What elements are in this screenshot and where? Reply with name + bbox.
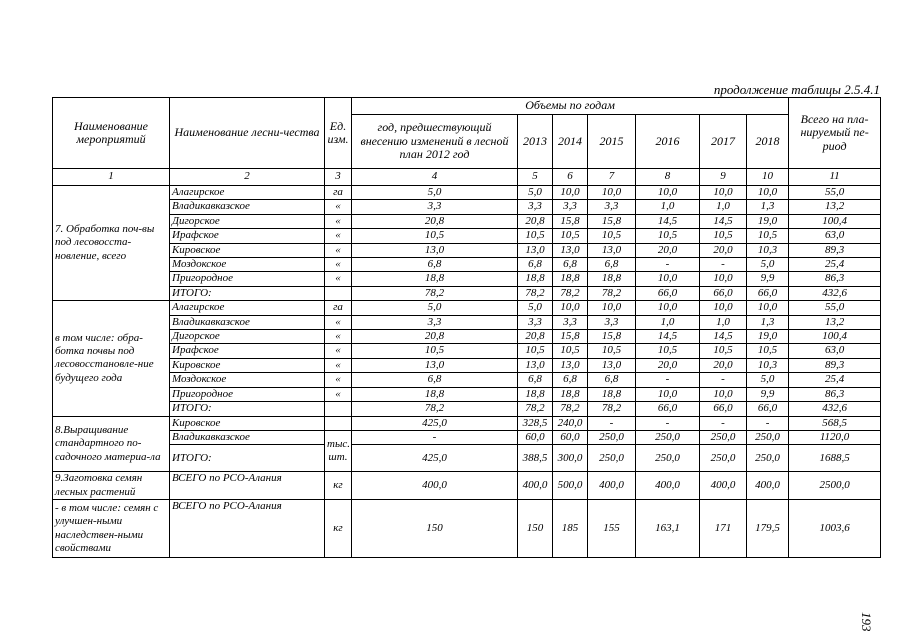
table-row <box>53 229 881 243</box>
value-cell: - <box>636 373 700 387</box>
value-cell: 78,2 <box>588 402 636 416</box>
value-cell: 10,5 <box>553 344 588 358</box>
value-cell: 10,5 <box>553 229 588 243</box>
unit-cell: « <box>325 214 352 228</box>
value-cell: 250,0 <box>747 445 789 472</box>
value-cell: 400,0 <box>747 472 789 500</box>
value-cell: 425,0 <box>352 445 518 472</box>
header-prev-year: год, предшествующий внесению изменений в лесной план 2012 год <box>352 115 518 169</box>
value-cell: 5,0 <box>518 186 553 200</box>
value-cell: 9,9 <box>747 387 789 401</box>
value-cell: 250,0 <box>747 430 789 444</box>
value-cell: 18,8 <box>588 272 636 286</box>
value-cell: 163,1 <box>636 500 700 558</box>
value-cell: 150 <box>352 500 518 558</box>
column-number: 5 <box>518 169 553 186</box>
table-row <box>53 358 881 372</box>
header-volumes: Объемы по годам <box>352 98 789 115</box>
table-row <box>53 387 881 401</box>
value-cell: 14,5 <box>636 214 700 228</box>
value-cell: 179,5 <box>747 500 789 558</box>
value-cell: 15,8 <box>553 330 588 344</box>
value-cell: 10,3 <box>747 243 789 257</box>
header-2016: 2016 <box>636 115 700 169</box>
value-cell: 60,0 <box>553 430 588 444</box>
value-cell: 10,0 <box>636 186 700 200</box>
unit-cell: « <box>325 258 352 272</box>
value-cell: 66,0 <box>636 402 700 416</box>
value-cell: 66,0 <box>747 402 789 416</box>
value-cell: 250,0 <box>700 445 747 472</box>
value-cell: 86,3 <box>789 387 881 401</box>
value-cell: 66,0 <box>636 286 700 300</box>
value-cell: 6,8 <box>352 258 518 272</box>
header-unit: Ед. изм. <box>325 98 352 169</box>
unit-cell: кг <box>325 472 352 500</box>
unit-cell: « <box>325 373 352 387</box>
unit-cell: « <box>325 272 352 286</box>
value-cell: 20,0 <box>700 243 747 257</box>
value-cell: 250,0 <box>636 445 700 472</box>
value-cell: 5,0 <box>352 186 518 200</box>
value-cell: 155 <box>588 500 636 558</box>
unit-cell: « <box>325 315 352 329</box>
value-cell: 6,8 <box>518 258 553 272</box>
value-cell: 9,9 <box>747 272 789 286</box>
value-cell: - <box>700 416 747 430</box>
value-cell: 432,6 <box>789 286 881 300</box>
column-number: 7 <box>588 169 636 186</box>
value-cell: 388,5 <box>518 445 553 472</box>
value-cell: 6,8 <box>553 258 588 272</box>
value-cell: 10,0 <box>700 272 747 286</box>
value-cell: 20,8 <box>518 330 553 344</box>
header-2013: 2013 <box>518 115 553 169</box>
value-cell: 55,0 <box>789 186 881 200</box>
value-cell: 19,0 <box>747 330 789 344</box>
header-2018: 2018 <box>747 115 789 169</box>
value-cell: 66,0 <box>700 402 747 416</box>
value-cell: 250,0 <box>588 445 636 472</box>
value-cell: 400,0 <box>352 472 518 500</box>
value-cell: 100,4 <box>789 214 881 228</box>
value-cell: 10,5 <box>747 344 789 358</box>
event-label: 9.Заготовка семян лесных растений <box>53 472 170 500</box>
value-cell: 20,8 <box>518 214 553 228</box>
value-cell: 400,0 <box>636 472 700 500</box>
value-cell: 10,0 <box>553 301 588 315</box>
value-cell: 1688,5 <box>789 445 881 472</box>
value-cell: 18,8 <box>518 272 553 286</box>
value-cell: 1,0 <box>700 315 747 329</box>
value-cell: 78,2 <box>518 402 553 416</box>
value-cell: 66,0 <box>700 286 747 300</box>
value-cell: 10,5 <box>636 344 700 358</box>
value-cell: 100,4 <box>789 330 881 344</box>
table-continuation-caption: продолжение таблицы 2.5.4.1 <box>713 82 880 97</box>
value-cell: 5,0 <box>518 301 553 315</box>
header-2014: 2014 <box>553 115 588 169</box>
forestry-name: Моздокское <box>170 373 325 387</box>
value-cell: - <box>588 416 636 430</box>
value-cell: 10,3 <box>747 358 789 372</box>
event-label: 7. Обработка поч-вы под лесовосста-новление, всего <box>53 186 170 301</box>
value-cell: 78,2 <box>553 402 588 416</box>
unit-cell: « <box>325 200 352 214</box>
table-row <box>53 315 881 329</box>
column-number: 3 <box>325 169 352 186</box>
value-cell: 14,5 <box>700 214 747 228</box>
forestry-name: ИТОГО: <box>170 445 325 472</box>
value-cell: 250,0 <box>700 430 747 444</box>
value-cell: 13,0 <box>553 243 588 257</box>
value-cell: - <box>352 430 518 444</box>
page-number: 193 <box>859 612 874 632</box>
value-cell: 18,8 <box>352 272 518 286</box>
unit-cell <box>325 286 352 300</box>
value-cell: 10,0 <box>636 272 700 286</box>
value-cell: 78,2 <box>352 286 518 300</box>
value-cell: 10,5 <box>518 229 553 243</box>
event-label: 8.Выращивание стандартного по-садочного материа-ла <box>53 416 170 472</box>
column-number: 8 <box>636 169 700 186</box>
value-cell: - <box>636 416 700 430</box>
value-cell: 13,0 <box>588 358 636 372</box>
value-cell: 6,8 <box>588 373 636 387</box>
value-cell: 10,0 <box>747 186 789 200</box>
value-cell: - <box>747 416 789 430</box>
value-cell: 78,2 <box>518 286 553 300</box>
unit-cell: га <box>325 186 352 200</box>
value-cell: 1,0 <box>636 200 700 214</box>
value-cell: 20,0 <box>636 243 700 257</box>
column-number-row <box>53 169 881 186</box>
value-cell: 20,0 <box>636 358 700 372</box>
value-cell: 10,0 <box>636 387 700 401</box>
column-number: 2 <box>170 169 325 186</box>
unit-cell: тыс. шт. <box>325 430 352 471</box>
value-cell: 66,0 <box>747 286 789 300</box>
value-cell: 1,0 <box>700 200 747 214</box>
column-number: 4 <box>352 169 518 186</box>
value-cell: 5,0 <box>352 301 518 315</box>
value-cell: 10,0 <box>588 186 636 200</box>
value-cell: 3,3 <box>588 200 636 214</box>
value-cell: 13,2 <box>789 315 881 329</box>
table-row <box>53 243 881 257</box>
value-cell: 10,0 <box>700 301 747 315</box>
header-forestry: Наименование лесни-чества <box>170 98 325 169</box>
value-cell: 6,8 <box>518 373 553 387</box>
forestry-name: Ирафское <box>170 229 325 243</box>
value-cell: 400,0 <box>518 472 553 500</box>
value-cell: 3,3 <box>588 315 636 329</box>
value-cell: - <box>636 258 700 272</box>
unit-cell: кг <box>325 500 352 558</box>
value-cell: 15,8 <box>553 214 588 228</box>
table-row <box>53 500 881 558</box>
column-number: 11 <box>789 169 881 186</box>
forestry-name: Владикавказское <box>170 200 325 214</box>
table-row <box>53 200 881 214</box>
forestry-name: ВСЕГО по РСО-Алания <box>170 500 325 558</box>
value-cell: 15,8 <box>588 214 636 228</box>
value-cell: 13,2 <box>789 200 881 214</box>
event-label: - в том числе: семян с улучшен-ными наследствен-ными свойствами <box>53 500 170 558</box>
value-cell: 250,0 <box>588 430 636 444</box>
value-cell: 86,3 <box>789 272 881 286</box>
value-cell: 432,6 <box>789 402 881 416</box>
forestry-name: Кировское <box>170 243 325 257</box>
value-cell: 6,8 <box>553 373 588 387</box>
value-cell: 89,3 <box>789 243 881 257</box>
table-row <box>53 430 881 444</box>
value-cell: 19,0 <box>747 214 789 228</box>
value-cell: 10,0 <box>747 301 789 315</box>
value-cell: 18,8 <box>553 387 588 401</box>
value-cell: 89,3 <box>789 358 881 372</box>
value-cell: 10,5 <box>352 344 518 358</box>
event-label: в том числе: обра-ботка почвы под лесовосстановле-ние будущего года <box>53 301 170 416</box>
value-cell: 10,0 <box>700 387 747 401</box>
value-cell: 10,5 <box>518 344 553 358</box>
value-cell: 13,0 <box>352 243 518 257</box>
value-cell: 10,5 <box>700 344 747 358</box>
value-cell: 25,4 <box>789 373 881 387</box>
unit-cell: га <box>325 301 352 315</box>
value-cell: 10,0 <box>636 301 700 315</box>
table-row <box>53 472 881 500</box>
forestry-name: Ирафское <box>170 344 325 358</box>
value-cell: - <box>700 373 747 387</box>
unit-cell: « <box>325 243 352 257</box>
column-number: 1 <box>53 169 170 186</box>
forestry-name: ИТОГО: <box>170 286 325 300</box>
value-cell: 18,8 <box>518 387 553 401</box>
value-cell: 10,5 <box>352 229 518 243</box>
value-cell: 3,3 <box>352 200 518 214</box>
table-row <box>53 272 881 286</box>
value-cell: 10,5 <box>747 229 789 243</box>
value-cell: 400,0 <box>700 472 747 500</box>
value-cell: 10,0 <box>588 301 636 315</box>
value-cell: 6,8 <box>588 258 636 272</box>
unit-cell: « <box>325 344 352 358</box>
table-row <box>53 258 881 272</box>
value-cell: 15,8 <box>588 330 636 344</box>
value-cell: 78,2 <box>588 286 636 300</box>
value-cell: 63,0 <box>789 229 881 243</box>
unit-cell <box>325 402 352 416</box>
value-cell: 500,0 <box>553 472 588 500</box>
value-cell: 250,0 <box>636 430 700 444</box>
header-2017: 2017 <box>700 115 747 169</box>
table-row <box>53 186 881 200</box>
value-cell: 10,0 <box>700 186 747 200</box>
value-cell: 1,3 <box>747 200 789 214</box>
value-cell: 5,0 <box>747 258 789 272</box>
forestry-name: Кировское <box>170 416 325 430</box>
unit-cell <box>325 416 352 430</box>
value-cell: 171 <box>700 500 747 558</box>
forestry-name: Пригородное <box>170 272 325 286</box>
value-cell: 3,3 <box>518 315 553 329</box>
value-cell: 10,5 <box>700 229 747 243</box>
value-cell: 10,0 <box>553 186 588 200</box>
value-cell: 13,0 <box>518 243 553 257</box>
unit-cell: « <box>325 330 352 344</box>
value-cell: 5,0 <box>747 373 789 387</box>
table-row <box>53 416 881 430</box>
table-row <box>53 301 881 315</box>
table-row <box>53 214 881 228</box>
table-body <box>53 186 881 558</box>
value-cell: 18,8 <box>588 387 636 401</box>
value-cell: 18,8 <box>553 272 588 286</box>
value-cell: 185 <box>553 500 588 558</box>
value-cell: 6,8 <box>352 373 518 387</box>
forestry-name: Алагирское <box>170 186 325 200</box>
forestry-name: Владикавказское <box>170 430 325 444</box>
unit-cell: « <box>325 229 352 243</box>
column-number: 9 <box>700 169 747 186</box>
value-cell: 3,3 <box>553 200 588 214</box>
value-cell: 1,0 <box>636 315 700 329</box>
value-cell: 3,3 <box>553 315 588 329</box>
table-row <box>53 330 881 344</box>
value-cell: 60,0 <box>518 430 553 444</box>
value-cell: 10,5 <box>588 344 636 358</box>
value-cell: 425,0 <box>352 416 518 430</box>
forestry-name: Владикавказское <box>170 315 325 329</box>
value-cell: 1,3 <box>747 315 789 329</box>
column-number: 10 <box>747 169 789 186</box>
value-cell: 3,3 <box>518 200 553 214</box>
header-2015: 2015 <box>588 115 636 169</box>
forestry-name: ИТОГО: <box>170 402 325 416</box>
forestry-name: Пригородное <box>170 387 325 401</box>
value-cell: 400,0 <box>588 472 636 500</box>
value-cell: 13,0 <box>553 358 588 372</box>
value-cell: 14,5 <box>700 330 747 344</box>
value-cell: 13,0 <box>588 243 636 257</box>
value-cell: 78,2 <box>352 402 518 416</box>
value-cell: 568,5 <box>789 416 881 430</box>
value-cell: 150 <box>518 500 553 558</box>
value-cell: 20,8 <box>352 330 518 344</box>
forestry-name: ВСЕГО по РСО-Алания <box>170 472 325 500</box>
forestry-name: Алагирское <box>170 301 325 315</box>
table-row <box>53 286 881 300</box>
value-cell: 240,0 <box>553 416 588 430</box>
value-cell: 10,5 <box>636 229 700 243</box>
value-cell: 78,2 <box>553 286 588 300</box>
forest-plan-table <box>52 97 881 558</box>
value-cell: 13,0 <box>352 358 518 372</box>
value-cell: 1120,0 <box>789 430 881 444</box>
value-cell: 328,5 <box>518 416 553 430</box>
value-cell: 2500,0 <box>789 472 881 500</box>
table-row <box>53 445 881 472</box>
header-total: Всего на пла-нируемый пе-риод <box>789 98 881 169</box>
unit-cell: « <box>325 387 352 401</box>
unit-cell: « <box>325 358 352 372</box>
table-row <box>53 344 881 358</box>
forestry-name: Дигорское <box>170 330 325 344</box>
value-cell: 25,4 <box>789 258 881 272</box>
column-number: 6 <box>553 169 588 186</box>
forestry-name: Дигорское <box>170 214 325 228</box>
value-cell: 3,3 <box>352 315 518 329</box>
value-cell: 18,8 <box>352 387 518 401</box>
value-cell: 300,0 <box>553 445 588 472</box>
value-cell: - <box>700 258 747 272</box>
value-cell: 13,0 <box>518 358 553 372</box>
value-cell: 55,0 <box>789 301 881 315</box>
table-row <box>53 373 881 387</box>
value-cell: 63,0 <box>789 344 881 358</box>
value-cell: 20,8 <box>352 214 518 228</box>
header-event: Наименование мероприятий <box>53 98 170 169</box>
value-cell: 14,5 <box>636 330 700 344</box>
table-row <box>53 402 881 416</box>
forestry-name: Моздокское <box>170 258 325 272</box>
value-cell: 10,5 <box>588 229 636 243</box>
value-cell: 20,0 <box>700 358 747 372</box>
value-cell: 1003,6 <box>789 500 881 558</box>
forestry-name: Кировское <box>170 358 325 372</box>
